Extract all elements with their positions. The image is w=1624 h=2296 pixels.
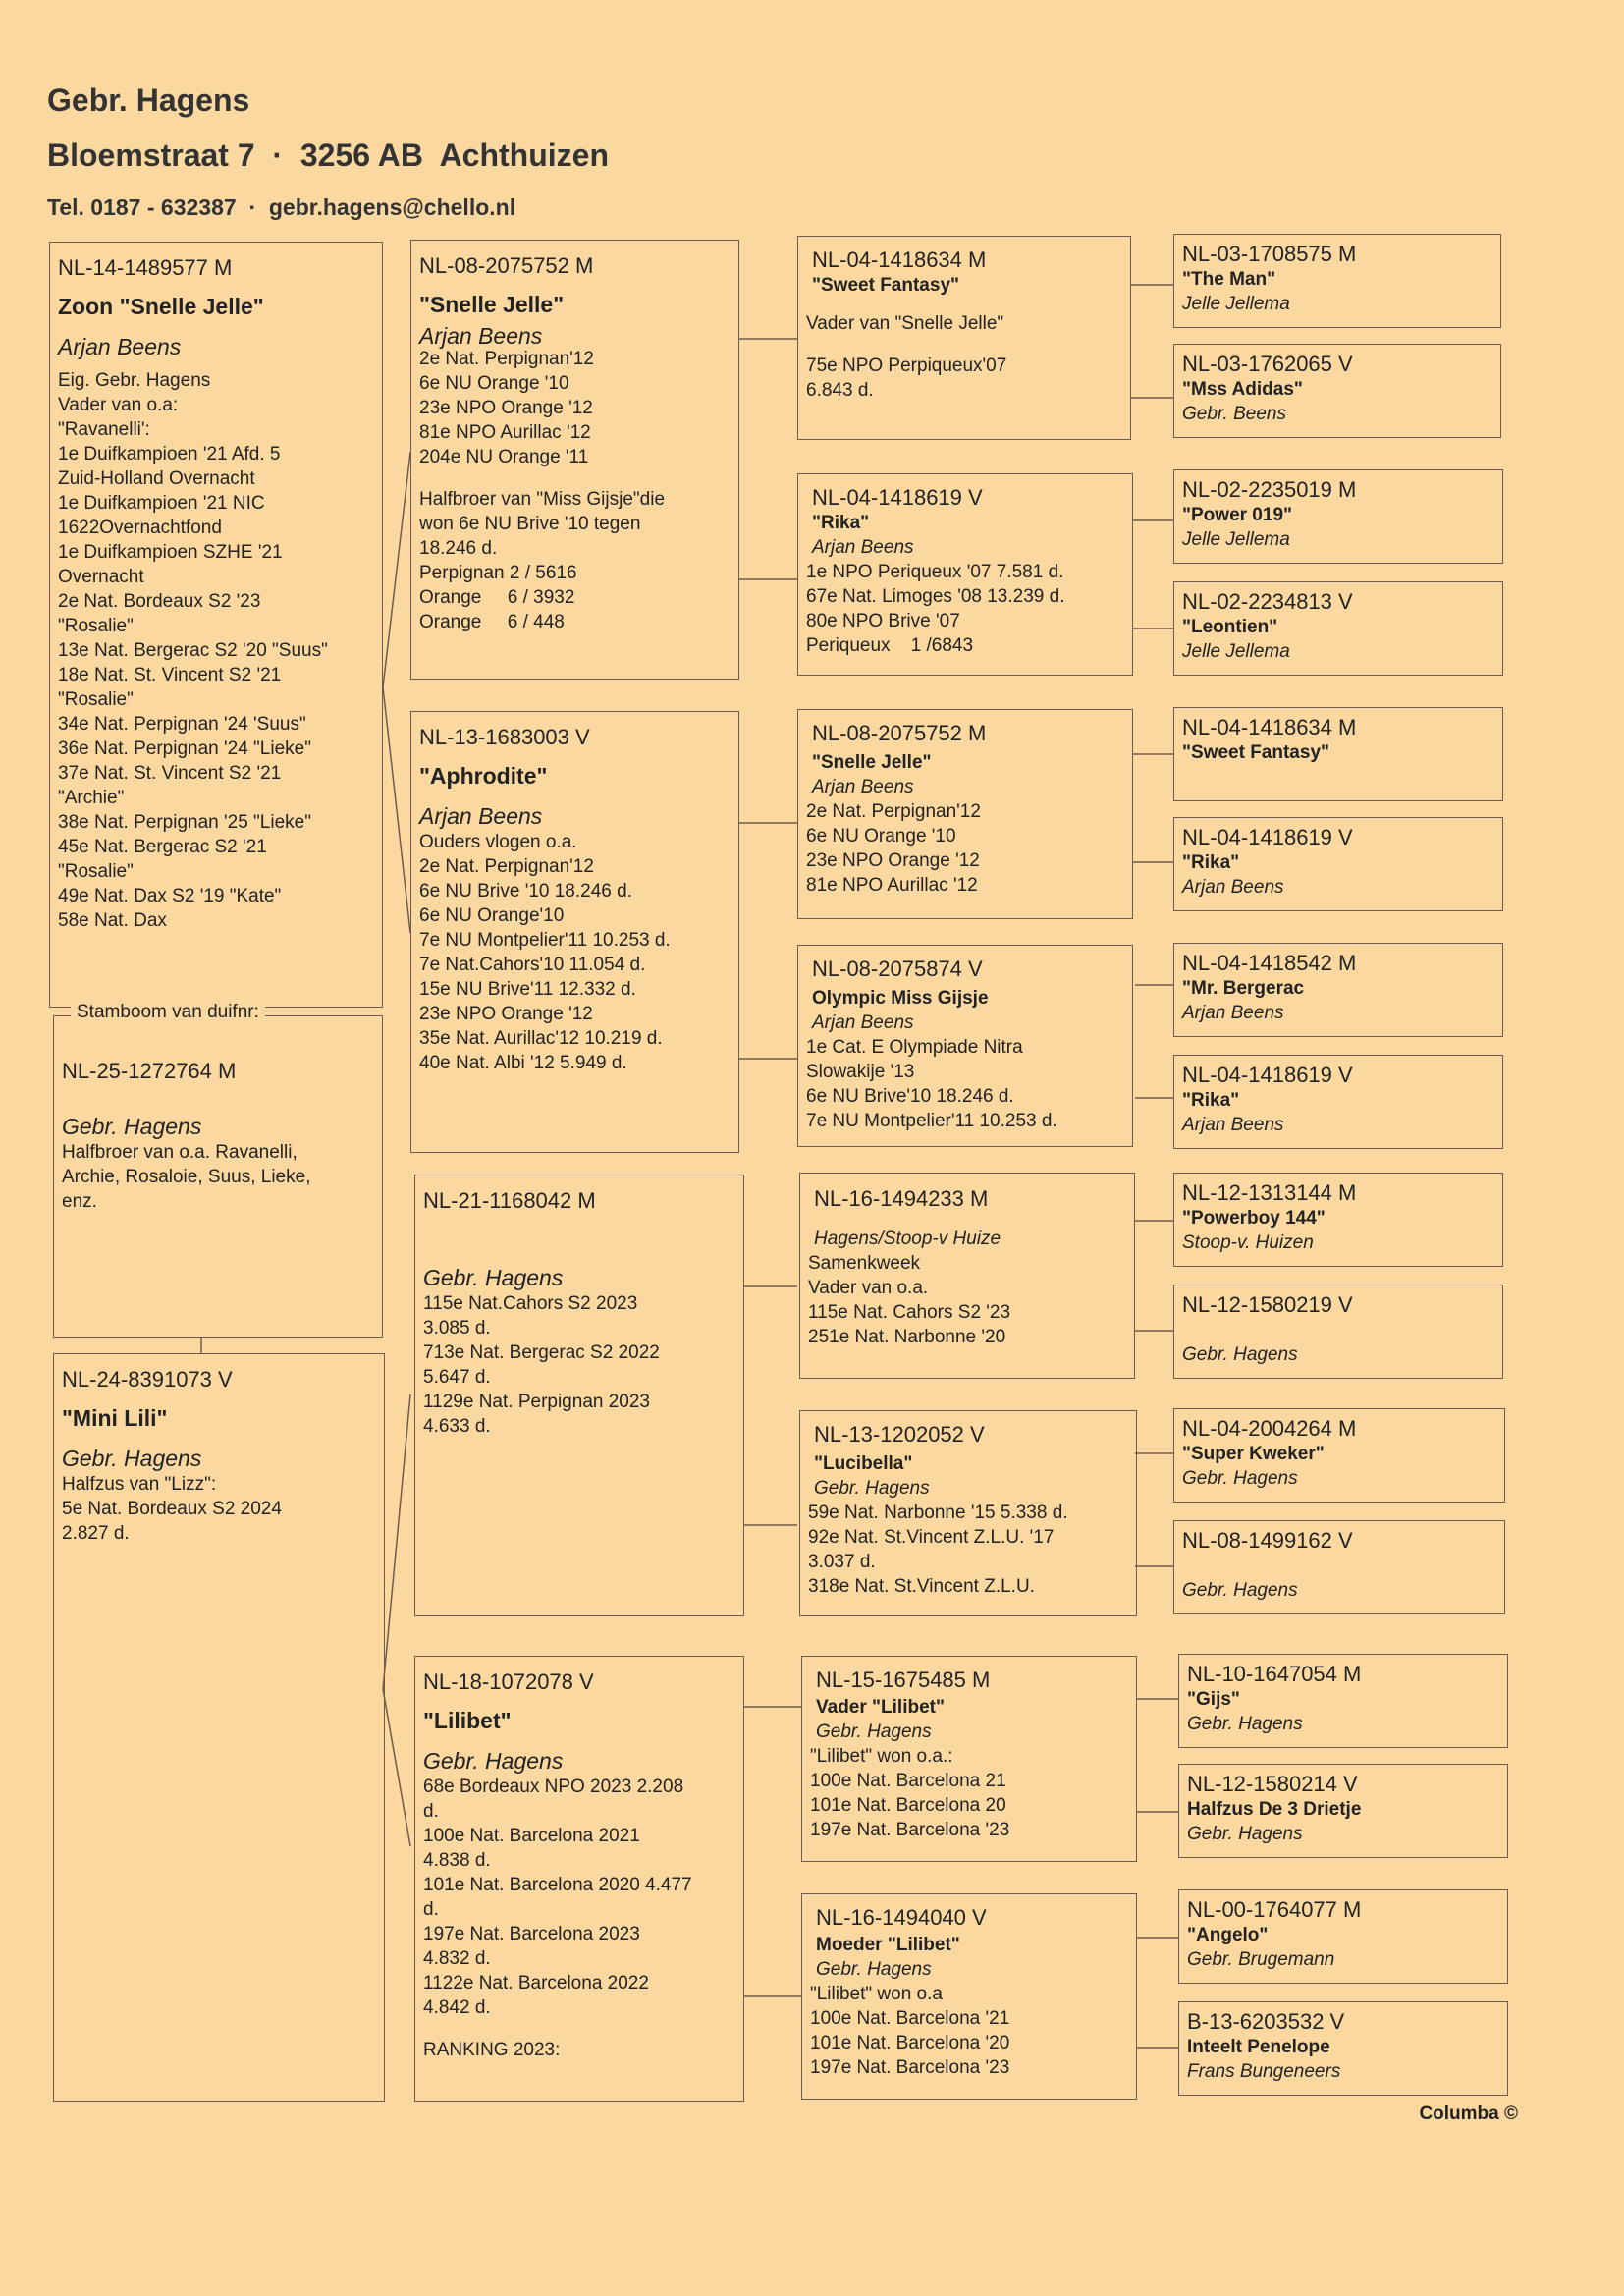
result-line: 68e Bordeaux NPO 2023 2.208 (423, 1777, 684, 1797)
result-line: 35e Nat. Aurillac'12 10.219 d. (419, 1028, 663, 1049)
result-line: 115e Nat. Cahors S2 '23 (808, 1302, 1011, 1323)
result-line: "Archie" (58, 788, 125, 808)
ring-number: NL-15-1675485 M (816, 1667, 991, 1692)
note-line: enz. (62, 1191, 97, 1212)
result-line: 45e Nat. Bergerac S2 '21 (58, 837, 267, 857)
result-line: 6e NU Brive'10 18.246 d. (806, 1086, 1014, 1107)
result-line: 2e Nat. Perpignan'12 (806, 801, 981, 822)
result-line: 81e NPO Aurillac '12 (419, 422, 591, 443)
gen2-card-mother (410, 711, 739, 1153)
result-line: Eig. Gebr. Hagens (58, 370, 211, 391)
result-line: 1e Cat. E Olympiade Nitra (806, 1037, 1023, 1058)
result-line: d. (423, 1899, 439, 1920)
result-line: 7e NU Montpelier'11 10.253 d. (419, 930, 671, 951)
result-line: 6e NU Orange '10 (419, 373, 569, 394)
gen4-card (1178, 1764, 1508, 1858)
ring-number: NL-04-2004264 M (1182, 1416, 1357, 1441)
owner-name: Arjan Beens (419, 803, 543, 829)
result-line: Slowakije '13 (806, 1062, 915, 1082)
pigeon-name: Olympic Miss Gijsje (812, 988, 989, 1009)
pigeon-name: Vader "Lilibet" (816, 1697, 945, 1718)
pigeon-name: "Sweet Fantasy" (812, 275, 960, 296)
pigeon-name: Inteelt Penelope (1187, 2037, 1330, 2057)
owner-name: Gebr. Hagens (62, 1446, 202, 1471)
ring-number: NL-18-1072078 V (423, 1669, 594, 1694)
result-line: 15e NU Brive'11 12.332 d. (419, 979, 636, 1000)
gen4-card (1173, 1285, 1503, 1379)
result-line: Ouders vlogen o.a. (419, 832, 577, 852)
result-line: 75e NPO Perpiqueux'07 (806, 355, 1007, 376)
result-line: won 6e NU Brive '10 tegen (419, 514, 641, 534)
owner-name: Gebr. Hagens (1187, 1824, 1303, 1844)
pigeon-name: "The Man" (1182, 269, 1276, 290)
ring-number: NL-16-1494040 V (816, 1905, 987, 1930)
result-line: 6e NU Orange '10 (806, 826, 956, 847)
result-line: Zuid-Holland Overnacht (58, 468, 255, 489)
owner-name: Jelle Jellema (1182, 641, 1290, 662)
result-line: d. (423, 1801, 439, 1822)
note-line: 2.827 d. (62, 1523, 130, 1544)
result-line: 101e Nat. Barcelona '20 (810, 2033, 1010, 2053)
result-line: 18.246 d. (419, 538, 498, 559)
owner-name: Gebr. Beens (1182, 404, 1286, 424)
owner-name: Arjan Beens (1182, 877, 1284, 898)
result-line: 1622Overnachtfond (58, 518, 222, 538)
result-line: 2e Nat. Perpignan'12 (419, 856, 594, 877)
gen3-card (801, 1893, 1137, 2100)
result-line: 7e Nat.Cahors'10 11.054 d. (419, 955, 646, 975)
ring-number: NL-04-1418619 V (1182, 1063, 1353, 1087)
result-line: 3.085 d. (423, 1318, 491, 1339)
gen4-card (1173, 1520, 1505, 1614)
result-line: 101e Nat. Barcelona 2020 4.477 (423, 1875, 692, 1895)
ring-number: NL-04-1418619 V (812, 485, 983, 510)
gen2-card-father (410, 240, 739, 680)
owner-name: Arjan Beens (1182, 1003, 1284, 1023)
result-line: 23e NPO Orange '12 (419, 1004, 593, 1024)
result-line: 92e Nat. St.Vincent Z.L.U. '17 (808, 1527, 1055, 1548)
result-line: 1e Duifkampioen SZHE '21 (58, 542, 283, 563)
owner-name: Arjan Beens (812, 537, 914, 558)
owner-name: Gebr. Hagens (1187, 1714, 1303, 1734)
result-line: 713e Nat. Bergerac S2 2022 (423, 1342, 660, 1363)
result-line: 1122e Nat. Barcelona 2022 (423, 1973, 649, 1994)
ring-number: NL-08-2075752 M (812, 721, 987, 745)
result-line: 100e Nat. Barcelona 2021 (423, 1826, 640, 1846)
result-line: Halfbroer van "Miss Gijsje"die (419, 489, 666, 510)
result-line: "Rosalie" (58, 689, 134, 710)
ring-number: NL-03-1762065 V (1182, 352, 1353, 376)
note-line: Halfzus van "Lizz": (62, 1474, 217, 1495)
pigeon-name: "Mss Adidas" (1182, 379, 1303, 400)
pigeon-name: "Aphrodite" (419, 763, 548, 789)
ring-number: NL-25-1272764 M (62, 1059, 237, 1083)
ring-number: NL-13-1202052 V (814, 1422, 985, 1447)
gen4-card (1173, 817, 1503, 911)
result-line: 251e Nat. Narbonne '20 (808, 1327, 1006, 1347)
result-line: 38e Nat. Perpignan '25 "Lieke" (58, 812, 311, 833)
result-line: 59e Nat. Narbonne '15 5.338 d. (808, 1503, 1068, 1523)
note-line: Halfbroer van o.a. Ravanelli, (62, 1142, 298, 1163)
ring-number: NL-21-1168042 M (423, 1188, 596, 1213)
result-line: 4.832 d. (423, 1948, 491, 1969)
result-line: 49e Nat. Dax S2 '19 "Kate" (58, 886, 282, 906)
owner-name: Gebr. Hagens (1182, 1468, 1298, 1489)
subject-card (49, 242, 383, 1008)
pigeon-name: "Rika" (1182, 1090, 1240, 1111)
ring-number: NL-12-1580219 V (1182, 1292, 1353, 1317)
ring-number: B-13-6203532 V (1187, 2009, 1345, 2034)
footer-credit: Columba © (1419, 2104, 1518, 2124)
owner-name: Gebr. Hagens (423, 1748, 564, 1774)
result-line: 23e NPO Orange '12 (419, 398, 593, 418)
breeder-contact: Tel. 0187 - 632387 · gebr.hagens@chello.nl (47, 194, 516, 220)
result-line: 1e Duifkampioen '21 NIC (58, 493, 265, 514)
result-line: Orange 6 / 3932 (419, 587, 575, 608)
gen2-card-mother-mother (414, 1656, 744, 2102)
mother-card (53, 1353, 385, 2102)
result-line: 4.633 d. (423, 1416, 491, 1437)
ring-number: NL-12-1313144 M (1182, 1180, 1357, 1205)
ring-number: NL-08-2075874 V (812, 957, 983, 981)
owner-name: Arjan Beens (419, 323, 543, 349)
stamboom-card (53, 1015, 383, 1338)
result-line: Overnacht (58, 567, 144, 587)
result-line: Vader van o.a. (808, 1278, 929, 1298)
result-line: Samenkweek (808, 1253, 921, 1274)
owner-name: Arjan Beens (58, 334, 182, 359)
pigeon-name: "Mr. Bergerac (1182, 978, 1305, 999)
result-line: 4.842 d. (423, 1997, 491, 2018)
owner-name: Frans Bungeneers (1187, 2061, 1341, 2082)
pigeon-name: "Power 019" (1182, 505, 1293, 525)
gen4-card (1173, 943, 1503, 1037)
breeder-name: Gebr. Hagens (47, 82, 250, 118)
note-line: 5e Nat. Bordeaux S2 2024 (62, 1499, 282, 1519)
result-line: 80e NPO Brive '07 (806, 611, 960, 631)
result-line: 197e Nat. Barcelona '23 (810, 2057, 1010, 2078)
note-line: Archie, Rosaloie, Suus, Lieke, (62, 1167, 311, 1187)
result-line: 4.838 d. (423, 1850, 491, 1871)
result-line: "Lilibet" won o.a (810, 1984, 943, 2004)
pigeon-name: "Super Kweker" (1182, 1444, 1325, 1464)
result-line: 3.037 d. (808, 1552, 876, 1572)
breeder-address: Bloemstraat 7 · 3256 AB Achthuizen (47, 137, 609, 173)
gen4-card (1173, 469, 1503, 564)
result-line: 34e Nat. Perpignan '24 'Suus" (58, 714, 306, 735)
owner-name: Gebr. Hagens (816, 1722, 932, 1742)
gen4-card (1178, 2001, 1508, 2096)
result-line: Orange 6 / 448 (419, 612, 565, 632)
owner-name: Gebr. Hagens (423, 1265, 564, 1290)
pigeon-name: Zoon "Snelle Jelle" (58, 294, 264, 319)
result-line: 5.647 d. (423, 1367, 491, 1388)
owner-name: Jelle Jellema (1182, 529, 1290, 550)
owner-name: Stoop-v. Huizen (1182, 1232, 1314, 1253)
gen3-card (801, 1656, 1137, 1862)
pigeon-name: "Sweet Fantasy" (1182, 742, 1330, 763)
owner-name: Arjan Beens (812, 1012, 914, 1033)
ring-number: NL-04-1418619 V (1182, 825, 1353, 849)
result-line: 204e NU Orange '11 (419, 447, 589, 467)
result-line: 18e Nat. St. Vincent S2 '21 (58, 665, 282, 685)
result-line: 100e Nat. Barcelona 21 (810, 1771, 1006, 1791)
result-line: 1129e Nat. Perpignan 2023 (423, 1392, 650, 1412)
ring-number: NL-08-2075752 M (419, 253, 594, 278)
ring-number: NL-04-1418634 M (1182, 715, 1357, 739)
result-line: 100e Nat. Barcelona '21 (810, 2008, 1010, 2029)
gen4-card (1173, 1055, 1503, 1149)
result-line: 2e Nat. Perpignan'12 (419, 349, 594, 369)
owner-name: Gebr. Hagens (1182, 1344, 1298, 1365)
ring-number: NL-14-1489577 M (58, 255, 233, 280)
subject-lines (58, 368, 374, 933)
owner-name: Gebr. Brugemann (1187, 1949, 1335, 1970)
owner-name: Hagens/Stoop-v Huize (814, 1229, 1001, 1249)
ring-number: NL-04-1418542 M (1182, 951, 1357, 975)
result-line: Vader van "Snelle Jelle" (806, 313, 1004, 334)
ring-number: NL-08-1499162 V (1182, 1528, 1353, 1553)
gen4-card (1173, 234, 1501, 328)
pigeon-name: "Powerboy 144" (1182, 1208, 1326, 1229)
result-line: 6e NU Brive '10 18.246 d. (419, 881, 632, 902)
pigeon-name: "Rika" (1182, 852, 1240, 873)
result-line: 115e Nat.Cahors S2 2023 (423, 1293, 638, 1314)
result-line: Periqueux 1 /6843 (806, 635, 974, 656)
result-line: Perpignan 2 / 5616 (419, 563, 577, 583)
result-line: 197e Nat. Barcelona '23 (810, 1820, 1010, 1840)
pigeon-name: Moeder "Lilibet" (816, 1935, 960, 1955)
owner-name: Arjan Beens (812, 777, 914, 797)
gen2-card-mother-father (414, 1175, 744, 1616)
pigeon-name: "Gijs" (1187, 1689, 1240, 1710)
ring-number: NL-03-1708575 M (1182, 242, 1357, 266)
ring-number: NL-13-1683003 V (419, 725, 590, 749)
ring-number: NL-02-2235019 M (1182, 477, 1357, 502)
result-line: "Ravanelli': (58, 419, 150, 440)
result-line: 58e Nat. Dax (58, 910, 167, 931)
result-line: 1e Duifkampioen '21 Afd. 5 (58, 444, 281, 465)
gen4-card (1173, 1173, 1503, 1267)
owner-name: Gebr. Hagens (1182, 1580, 1298, 1601)
result-line: 40e Nat. Albi '12 5.949 d. (419, 1053, 627, 1073)
ranking-label: RANKING 2023: (423, 2040, 561, 2060)
gen4-card (1173, 581, 1503, 676)
result-line: 36e Nat. Perpignan '24 "Lieke" (58, 738, 311, 759)
gen4-card (1178, 1654, 1508, 1748)
gen3-card (797, 236, 1131, 440)
ring-number: NL-00-1764077 M (1187, 1897, 1362, 1922)
owner-name: Gebr. Hagens (814, 1478, 930, 1499)
pigeon-name: Halfzus De 3 Drietje (1187, 1799, 1362, 1820)
result-line: 7e NU Montpelier'11 10.253 d. (806, 1111, 1057, 1131)
pigeon-name: "Snelle Jelle" (419, 292, 565, 317)
result-line: 37e Nat. St. Vincent S2 '21 (58, 763, 282, 784)
result-line: 81e NPO Aurillac '12 (806, 875, 978, 896)
gen3-card (799, 1410, 1137, 1616)
result-line: "Rosalie" (58, 616, 134, 636)
pigeon-name: "Rika" (812, 513, 870, 533)
result-line: 1e NPO Periqueux '07 7.581 d. (806, 562, 1064, 582)
gen4-card (1178, 1889, 1508, 1984)
gen3-card (797, 709, 1133, 919)
owner-name: Arjan Beens (1182, 1115, 1284, 1135)
gen4-card (1173, 344, 1501, 438)
pigeon-name: "Lilibet" (423, 1708, 512, 1733)
gen3-card (797, 945, 1133, 1147)
result-line: 6e NU Orange'10 (419, 905, 565, 926)
result-line: "Lilibet" won o.a.: (810, 1746, 953, 1767)
result-line: 67e Nat. Limoges '08 13.239 d. (806, 586, 1065, 607)
result-line: "Rosalie" (58, 861, 134, 882)
result-line: 2e Nat. Bordeaux S2 '23 (58, 591, 261, 612)
ring-number: NL-02-2234813 V (1182, 589, 1353, 614)
owner-name: Gebr. Hagens (816, 1959, 932, 1980)
ring-number: NL-10-1647054 M (1187, 1662, 1362, 1686)
gen3-card (799, 1173, 1135, 1379)
ring-number: NL-04-1418634 M (812, 247, 987, 272)
result-line: 23e NPO Orange '12 (806, 850, 980, 871)
result-line: Vader van o.a: (58, 395, 179, 415)
gen4-card (1173, 707, 1503, 801)
stamboom-label: Stamboom van duifnr: (71, 1002, 265, 1023)
result-line: 6.843 d. (806, 380, 874, 401)
owner-name: Jelle Jellema (1182, 294, 1290, 314)
pigeon-name: "Leontien" (1182, 617, 1278, 637)
pigeon-name: "Lucibella" (814, 1453, 913, 1474)
result-line: 101e Nat. Barcelona 20 (810, 1795, 1006, 1816)
pigeon-name: "Mini Lili" (62, 1405, 168, 1431)
ring-number: NL-16-1494233 M (814, 1186, 989, 1211)
result-line: 13e Nat. Bergerac S2 '20 "Suus" (58, 640, 328, 661)
ring-number: NL-12-1580214 V (1187, 1772, 1358, 1796)
ring-number: NL-24-8391073 V (62, 1367, 233, 1392)
pigeon-name: "Angelo" (1187, 1925, 1269, 1945)
result-line: 197e Nat. Barcelona 2023 (423, 1924, 640, 1944)
pigeon-name: "Snelle Jelle" (812, 752, 932, 773)
gen4-card (1173, 1408, 1505, 1503)
gen3-card (797, 473, 1133, 676)
result-line: 318e Nat. St.Vincent Z.L.U. (808, 1576, 1035, 1597)
owner-name: Gebr. Hagens (62, 1114, 202, 1139)
